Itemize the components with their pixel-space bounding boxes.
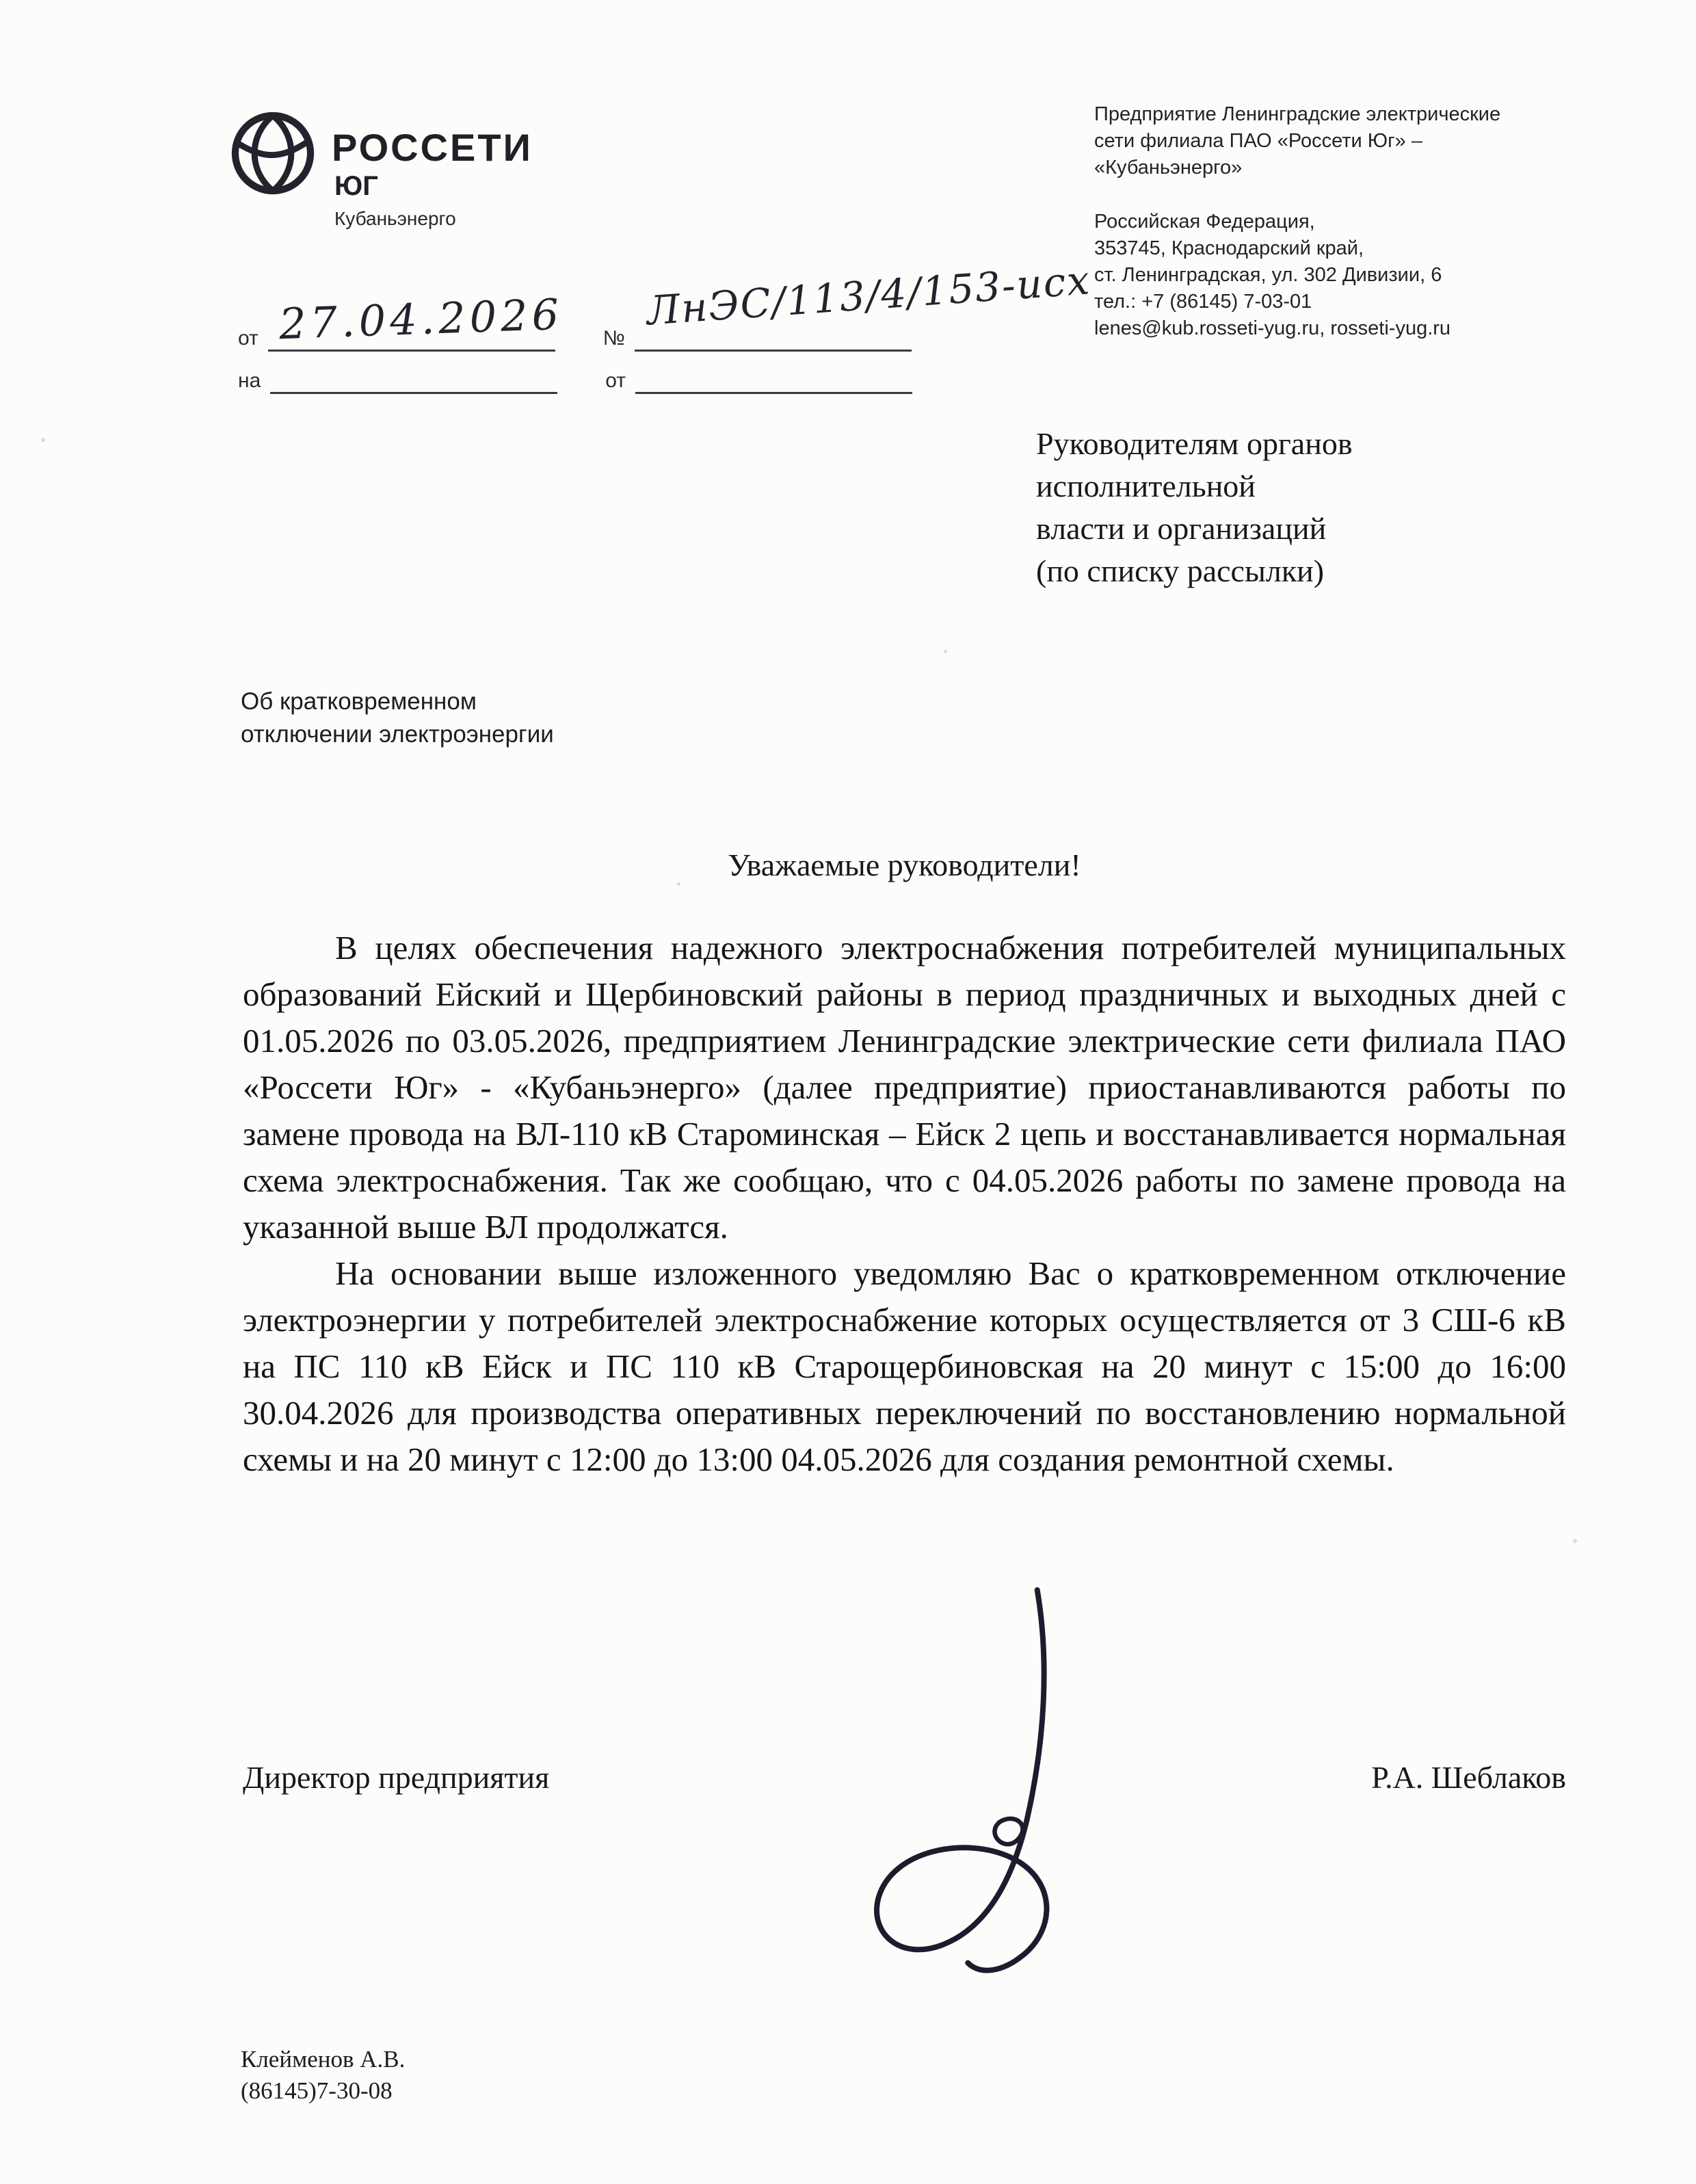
address-line: 353745, Краснодарский край, xyxy=(1094,237,1364,259)
na-underline xyxy=(270,367,557,394)
subject-line: Об кратковременном xyxy=(241,688,477,715)
brand-region: ЮГ xyxy=(334,171,378,201)
handwritten-outgoing-number: ЛнЭС/113/4/153-исх xyxy=(645,256,1093,334)
brand-org: Кубаньэнерго xyxy=(334,208,456,229)
email-line: lenes@kub.rosseti-yug.ru, rosseti-yug.ru xyxy=(1094,317,1451,339)
address-line: Российская Федерация, xyxy=(1094,211,1315,233)
scan-speck xyxy=(1573,1539,1577,1543)
logo-text xyxy=(332,109,533,228)
executor-name: Клейменов А.В. xyxy=(241,2046,406,2073)
salutation: Уважаемые руководители! xyxy=(728,847,1081,882)
subject-block xyxy=(241,685,554,751)
addressee-line: Руководителям органов xyxy=(1036,426,1353,461)
rosseti-logo xyxy=(229,109,533,228)
scan-speck xyxy=(677,882,680,886)
company-line: «Кубаньэнерго» xyxy=(1094,157,1243,179)
addressee-line: (по списку рассылки) xyxy=(1036,553,1325,588)
body-paragraph: На основании выше изложенного уведомляю Вас о кратковременном отключение электроэнергии у потребителей электроснабжение которых осуществляется от 3 СШ-6 кВ на ПС 110 кВ Ейск и ПС 110 кВ Старощербиновская на 20 минут с 15:00 до 16:00 30.04.2026 для производства оперативных переключений по восстановлению нормальной схемы и на 20 минут с 12:00 до 13:00 04.05.2026 для создания ремонтной схемы. xyxy=(243,1254,1566,1478)
executor-phone: (86145)7-30-08 xyxy=(241,2077,393,2104)
company-line: сети филиала ПАО «Россети Юг» – xyxy=(1094,130,1423,152)
addressee-block xyxy=(1036,423,1353,592)
signer-position: Директор предприятия xyxy=(243,1760,550,1795)
company-address-block xyxy=(1094,209,1614,342)
na-label: на xyxy=(238,369,261,392)
address-line: ст. Ленинградская, ул. 302 Дивизии, 6 xyxy=(1094,264,1442,286)
signer-name: Р.А. Шеблаков xyxy=(1371,1760,1566,1795)
letter-body xyxy=(243,925,1566,1483)
company-line: Предприятие Ленинградские электрические xyxy=(1094,103,1501,125)
company-info-block xyxy=(1094,101,1614,342)
brand-name: РОССЕТИ xyxy=(332,126,533,169)
handwritten-date: 27.04.2026 xyxy=(278,289,564,350)
addressee-line: власти и организаций xyxy=(1036,511,1327,546)
scan-speck xyxy=(41,438,45,442)
subject-line: отключении электроэнергии xyxy=(241,721,554,748)
rosseti-globe-icon xyxy=(229,109,317,197)
ot-underline xyxy=(635,367,912,394)
company-name-block xyxy=(1094,101,1614,181)
body-paragraph: В целях обеспечения надежного электроснабжения потребителей муниципальных образований Ейский и Щербиновский районы в период праздничных и выходных дней с 01.05.2026 по 03.05.2026, предприятием Ленинградские электрические сети филиала ПАО «Россети Юг» - «Кубаньэнерго» (далее предприятие) приостанавливаются работы по замене провода на ВЛ-110 кВ Староминская – Ейск 2 цепь и восстанавливается нормальная схема электроснабжения. Так же сообщаю, что с 04.05.2026 работы по замене провода на указанной выше ВЛ продолжатся. xyxy=(243,929,1566,1246)
scan-speck xyxy=(944,650,947,653)
phone-line: тел.: +7 (86145) 7-03-01 xyxy=(1094,291,1312,313)
reference-row-incoming xyxy=(238,352,990,394)
ot-label: от xyxy=(605,369,626,392)
executor-block xyxy=(241,2044,405,2107)
number-label: № xyxy=(602,327,625,350)
signature-row xyxy=(243,1759,1566,1795)
addressee-line: исполнительной xyxy=(1036,469,1256,503)
date-label: от xyxy=(238,327,259,350)
